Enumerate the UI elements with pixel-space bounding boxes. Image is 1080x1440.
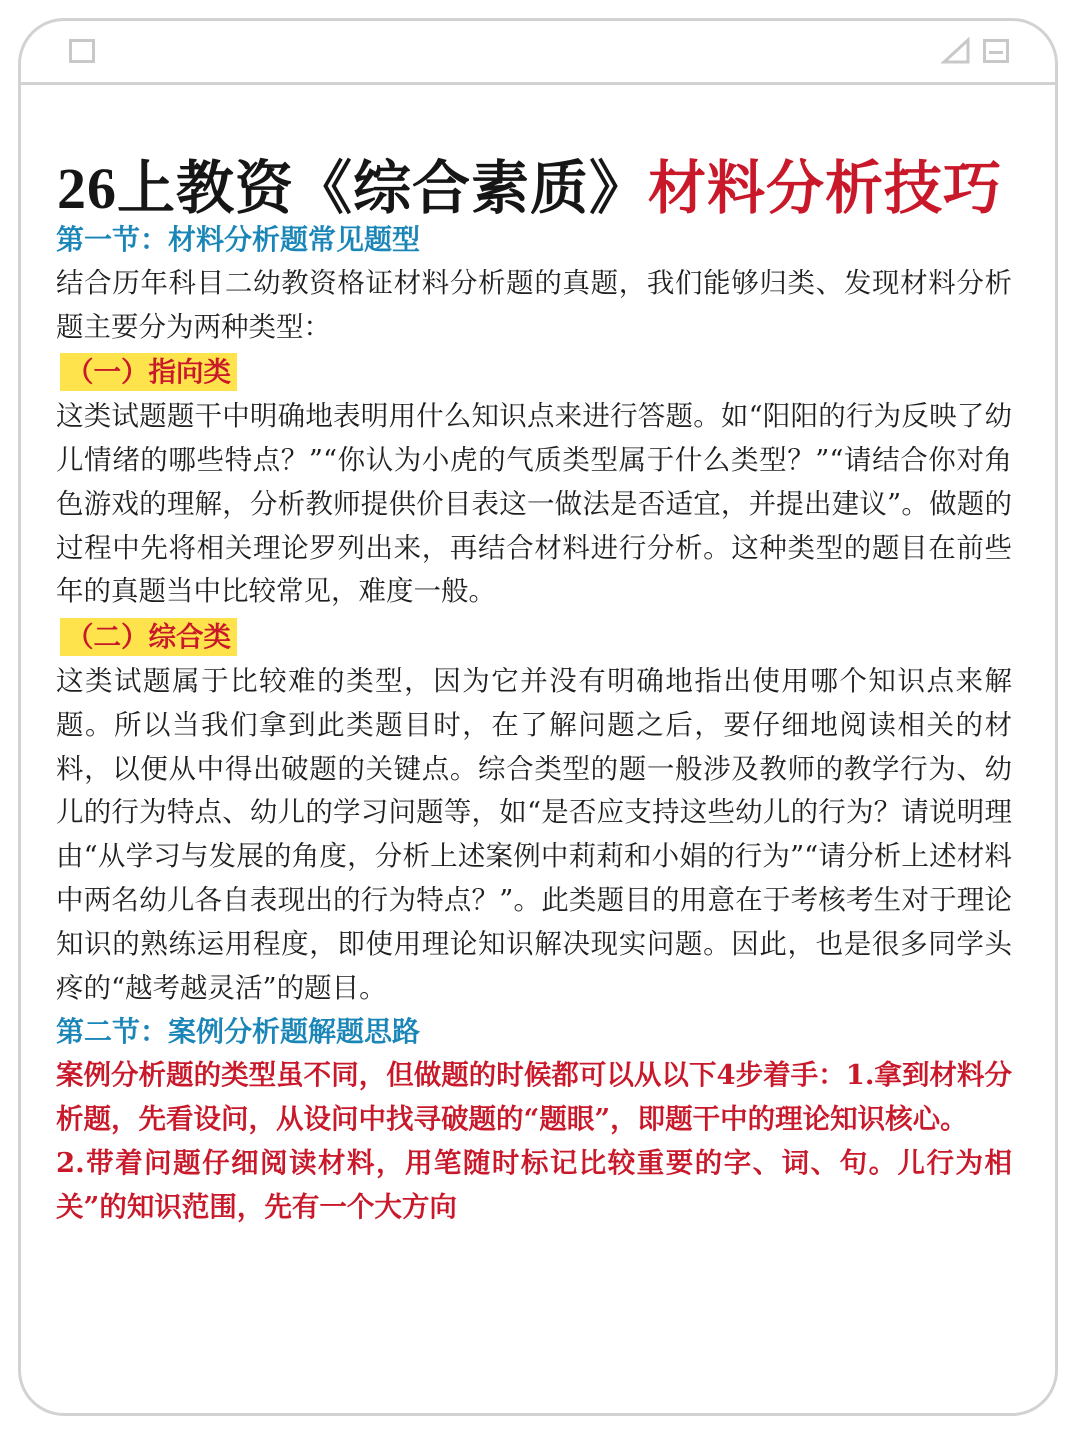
section-2-heading: 第二节：案例分析题解题思路 <box>56 1015 421 1049</box>
type-2-label: （二）综合类 <box>60 618 237 656</box>
battery-icon <box>983 39 1009 63</box>
signal-icon <box>941 37 971 65</box>
square-icon <box>69 39 95 63</box>
status-bar <box>21 21 1055 85</box>
type-2-text: 这类试题属于比较难的类型，因为它并没有明确地指出使用哪个知识点来解题。所以当我们拿到此类题目时，在了解问题之后，要仔细地阅读相关的材料，以便从中得出破题的关键点。综合类型的题一般涉及教师的教学行为、幼儿的行为特点、幼儿的学习问题等，如“是否应支持这些幼儿的行为？请说明理由“从学习与发展的角度，分析上述案例中莉莉和小娟的行为”“请分析上述材料中两名幼儿各自表现出的行为特点？”。此类题目的用意在于考核考生对于理论知识的熟练运用程度，即使用理论知识解决现实问题。因此，也是很多同学头疼的“越考越灵活”的题目。 <box>56 664 1012 1004</box>
title-part-2: 材料分析技巧 <box>648 156 1003 221</box>
type-1-label: （一）指向类 <box>60 353 237 391</box>
step-2-text: 2.带着问题仔细阅读材料，用笔随时标记比较重要的字、词、句。儿行为相关”的知识范围，先有一个大方向 <box>56 1146 1012 1223</box>
section-1-intro: 结合历年科目二幼教资格证材料分析题的真题，我们能够归类、发现材料分析题主要分为两种类型： <box>56 266 1012 343</box>
article-body <box>56 218 1012 1229</box>
title-part-1: 26上教资《综合素质》 <box>57 156 649 221</box>
section-1-heading: 第一节：材料分析题常见题型 <box>56 223 421 256</box>
step-1-text: 案例分析题的类型虽不同，但做题的时候都可以从以下4步着手：1.拿到材料分析题，先看设问，从设问中找寻破题的“题眼”，即题干中的理论知识核心。 <box>56 1059 1012 1135</box>
type-1-text: 这类试题题干中明确地表明用什么知识点来进行答题。如“阳阳的行为反映了幼儿情绪的哪些特点？”“你认为小虎的气质类型属于什么类型？”“请结合你对角色游戏的理解，分析教师提供价目表这一做法是否适宜，并提出建议”。做题的过程中先将相关理论罗列出来，再结合材料进行分析。这种类型的题目在前些年的真题当中比较常见，难度一般。 <box>56 400 1012 608</box>
